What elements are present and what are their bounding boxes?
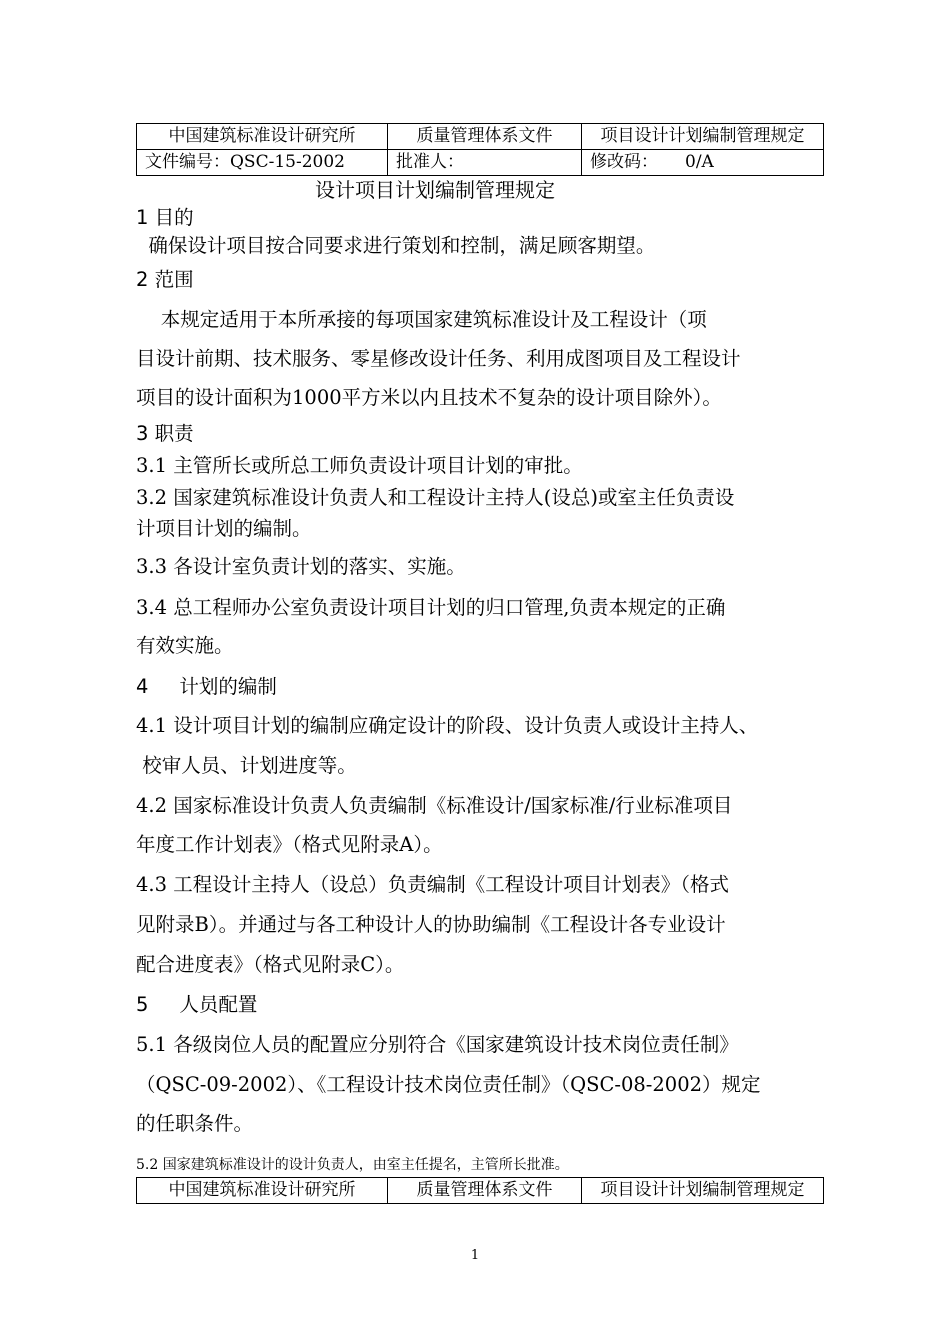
section-4-item-3-cont-1: 见附录B）。并通过与各工种设计人的协助编制《工程设计各专业设计 bbox=[136, 913, 726, 936]
section-2-text-1: 本规定适用于本所承接的每项国家建筑标准设计及工程设计（项 bbox=[136, 308, 707, 331]
section-3-item-4: 3.4 总工程师办公室负责设计项目计划的归口管理,负责本规定的正确 bbox=[136, 596, 726, 619]
section-4-item-2: 4.2 国家标准设计负责人负责编制《标准设计/国家标准/行业标准项目 bbox=[136, 794, 733, 817]
section-4-item-3-cont-2: 配合进度表》（格式见附录C）。 bbox=[136, 953, 405, 976]
section-2-text-3: 项目的设计面积为1000平方米以内且技术不复杂的设计项目除外）。 bbox=[136, 386, 722, 409]
section-3-item-3: 3.3 各设计室负责计划的落实、实施。 bbox=[136, 555, 466, 578]
header-approver: 批准人： bbox=[388, 150, 582, 176]
section-3-item-2: 3.2 国家建筑标准设计负责人和工程设计主持人(设总)或室主任负责设 bbox=[136, 486, 735, 509]
section-4-item-1: 4.1 设计项目计划的编制应确定设计的阶段、设计负责人或设计主持人、 bbox=[136, 714, 759, 737]
section-5-item-1-cont-1: （QSC-09-2002）、《工程设计技术岗位责任制》（QSC-08-2002）规定 bbox=[136, 1073, 761, 1096]
page-number: 1 bbox=[470, 1248, 480, 1263]
footer-table bbox=[136, 1177, 824, 1204]
section-3-item-4-cont: 有效实施。 bbox=[136, 634, 234, 657]
section-5-heading: 5 人员配置 bbox=[136, 993, 258, 1016]
header-institute: 中国建筑标准设计研究所 bbox=[137, 124, 388, 150]
footer-institute: 中国建筑标准设计研究所 bbox=[137, 1178, 388, 1204]
section-5-item-1: 5.1 各级岗位人员的配置应分别符合《国家建筑设计技术岗位责任制》 bbox=[136, 1033, 739, 1056]
section-2-text-2: 目设计前期、技术服务、零星修改设计任务、利用成图项目及工程设计 bbox=[136, 347, 741, 370]
section-4-heading: 4 计划的编制 bbox=[136, 675, 277, 698]
section-5-item-2: 5.2 国家建筑标准设计的设计负责人，由室主任提名，主管所长批准。 bbox=[136, 1157, 569, 1173]
section-4-item-1-cont: 校审人员、计划进度等。 bbox=[136, 754, 357, 777]
section-2-heading: 2 范围 bbox=[136, 268, 194, 291]
section-4-item-3: 4.3 工程设计主持人（设总）负责编制《工程设计项目计划表》（格式 bbox=[136, 873, 729, 896]
section-5-item-1-cont-2: 的任职条件。 bbox=[136, 1112, 254, 1135]
section-3-item-1: 3.1 主管所长或所总工师负责设计项目计划的审批。 bbox=[136, 454, 583, 477]
section-3-heading: 3 职责 bbox=[136, 422, 194, 445]
section-1-heading: 1 目的 bbox=[136, 206, 194, 229]
section-1-text: 确保设计项目按合同要求进行策划和控制，满足顾客期望。 bbox=[136, 234, 656, 257]
header-file-number: 文件编号：QSC-15-2002 bbox=[137, 150, 388, 176]
section-3-item-2-cont: 计项目计划的编制。 bbox=[136, 517, 312, 540]
footer-doc-title: 项目设计计划编制管理规定 bbox=[582, 1178, 824, 1204]
document-title: 设计项目计划编制管理规定 bbox=[315, 178, 555, 202]
header-table bbox=[136, 123, 824, 176]
header-revision: 修改码： 0/A bbox=[582, 150, 824, 176]
header-system: 质量管理体系文件 bbox=[388, 124, 582, 150]
footer-system: 质量管理体系文件 bbox=[388, 1178, 582, 1204]
section-4-item-2-cont: 年度工作计划表》（格式见附录A）。 bbox=[136, 833, 443, 856]
header-doc-title: 项目设计计划编制管理规定 bbox=[582, 124, 824, 150]
